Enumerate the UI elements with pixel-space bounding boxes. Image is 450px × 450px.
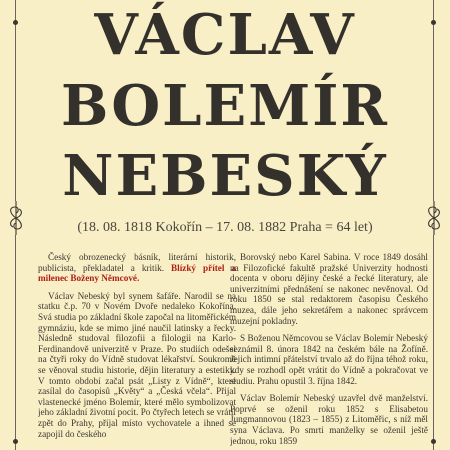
title-line-first-name: VÁCLAV xyxy=(94,2,356,68)
article-column-right xyxy=(230,252,428,450)
title-line-middle-name: BOLEMÍR xyxy=(61,73,389,139)
article-column-left xyxy=(38,252,236,450)
paragraph: Borovský nebo Karel Sabina. V roce 1849 dosáhl na Filozofické fakultě pražské Univerzity hodnosti docenta v oboru dějiny české a řecké literatury, ale univerzitními přednášení se nakonec nevěnoval. Od roku 1850 se stal redaktorem časopisu Českého muzea, dále jeho sekretářem a nakonec správcem muzejní pokladny. xyxy=(230,252,428,326)
intro-text: Český obrozenecký básník, literární historik, publicista, překladatel a kritik. xyxy=(38,252,236,273)
paragraph: Václav Nebeský byl synem šafáře. Narodil se na statku č.p. 70 v Novém Dvoře nedaleko Kokořína. Svá studia po základní škole započal na litoměřickém gymnáziu, kde se mimo jiné naučil latinsky a řecky. Následně studoval filozofii a filologii na Karlo-Ferdinandově univerzitě v Praze. Po studiích odešel na čtyři roky do Vídně studovat lékařství. Soukromě se věnoval studiu historie, dějin literatury a estetiky. V tomto období začal psát „Listy z Vídně“, které zasílal do časopisů „Květy“ a „Česká včela“. Přijal vlastenecké jméno Bolemír, které mělo symbolizovat jeho základní životní pocit. Po čtyřech letech se vrátil zpět do Prahy, příjal místo vychovatele a ihned se zapojil do českého xyxy=(38,290,236,439)
rule-end-dot xyxy=(431,439,436,444)
rule-end-dot xyxy=(13,439,18,444)
life-dates: (18. 08. 1818 Kokořín – 17. 08. 1882 Praha = 64 let) xyxy=(77,220,373,235)
paragraph xyxy=(38,252,236,284)
title-line-surname: NEBESKÝ xyxy=(62,143,388,209)
highlighted-text: Blízký přítel a milenec Boženy Němcové. xyxy=(38,262,236,284)
paragraph: S Boženou Němcovou se Václav Bolemír Nebeský seznámil 8. února 1842 na českém bále na Žofíně. Jejich intimní přátelství trvalo až do října téhož roku, kdy se rozhodl opět vrátit do Vídně a pokračovat ve studiu. Prahu opustil 3. října 1842. xyxy=(230,333,428,386)
paragraph: Václav Bolemír Nebeský uzavřel dvě manželství. Poprvé se oženil roku 1852 s Elisabetou Jungmannovou (1823 – 1855) z Litoměřic, s níž měl syna Václava. Po smrti manželky se oženil ještě jednou, roku 1859 xyxy=(230,393,428,446)
